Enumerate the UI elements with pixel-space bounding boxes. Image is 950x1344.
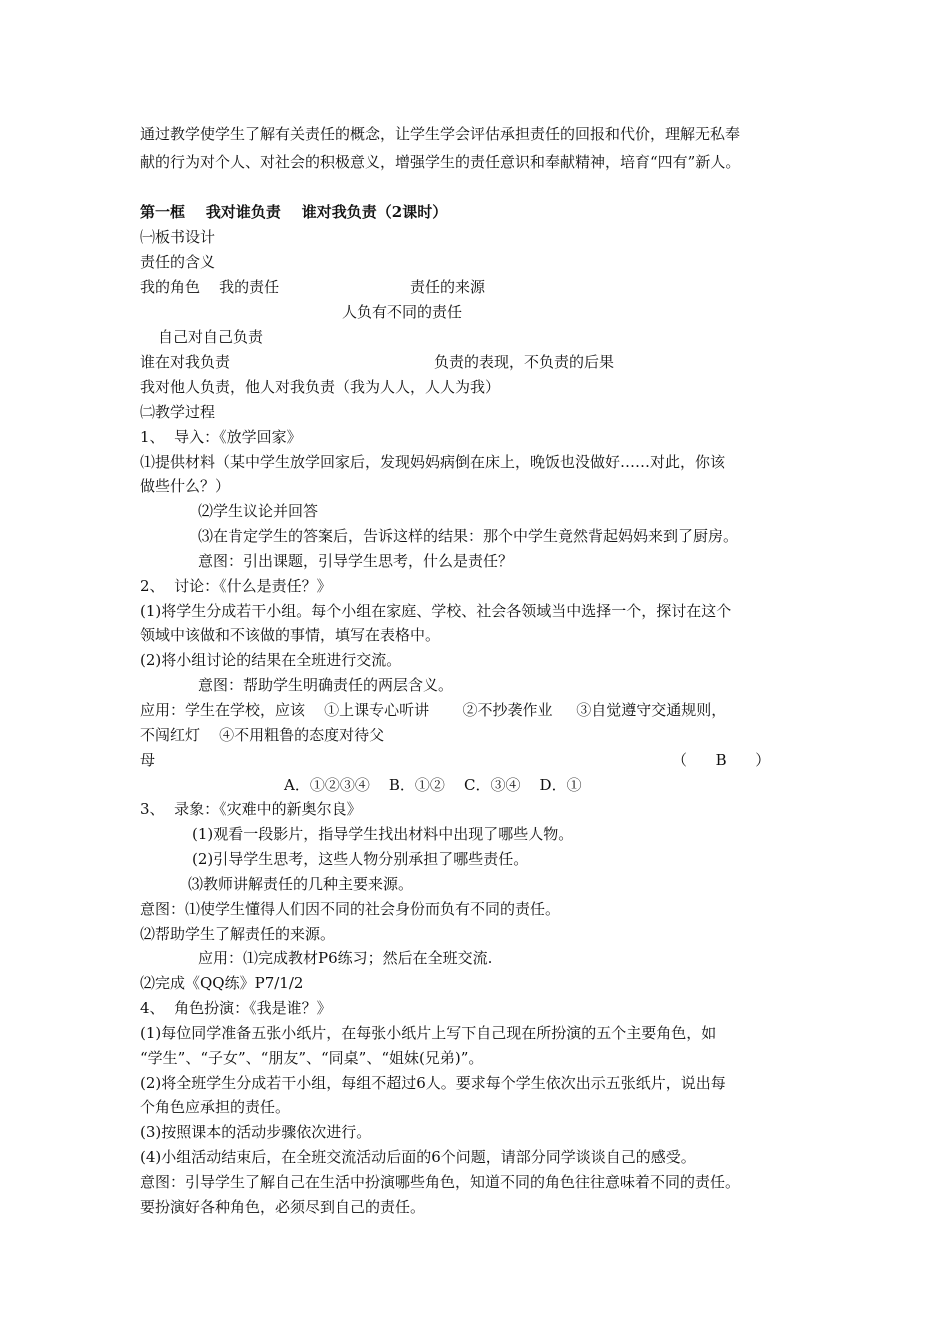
step-intent: 意图：引出课题，引导学生思考，什么是责任？ [198,552,514,570]
step-intent: 意图：⑴使学生懂得人们因不同的社会身份而负有不同的责任。 [140,900,561,918]
step-text: “学生”、“子女”、“朋友”、“同桌”、“姐妹(兄弟)”。 [140,1049,484,1067]
board-line: 谁在对我负责 [140,353,231,371]
step-text: (2)引导学生思考，这些人物分别承担了哪些责任。 [192,850,529,868]
board-heading: ㈠板书设计 [140,228,216,246]
step-text: (1)每位同学准备五张小纸片，在每张小纸片上写下自己现在所扮演的五个主要角色，如 [140,1024,717,1042]
step-intent: ⑵帮助学生了解责任的来源。 [140,925,336,943]
application-text: 应用：学生在学校，应该 ①上课专心听讲 ②不抄袭作业 ③自觉遵守交通规则， [140,701,727,719]
step-text: (2)将小组讨论的结果在全班进行交流。 [140,651,402,669]
application-text: 不闯红灯 ④不用粗鲁的态度对待父 [140,726,385,744]
step-intent: 意图：帮助学生明确责任的两层含义。 [198,676,454,694]
step-text: (1)观看一段影片，指导学生找出材料中出现了哪些人物。 [192,825,574,843]
section-title: 第一框 我对谁负责 谁对我负责（2课时） [140,203,448,221]
step-text: (2)将全班学生分成若干小组，每组不超过6人。要求每个学生依次出示五张纸片，说出每 [140,1074,726,1092]
intro-line-1: 通过教学使学生了解有关责任的概念，让学生学会评估承担责任的回报和代价，理解无私奉 [140,125,741,143]
process-heading: ㈡教学过程 [140,403,216,421]
board-line: 责任的含义 [140,253,216,271]
step-text: 领域中该做和不该做的事情，填写在表格中。 [140,626,441,644]
step-text: 个角色应承担的责任。 [140,1098,291,1116]
step-title: 2、 讨论：《什么是责任？》 [140,577,332,595]
step-intent: 要扮演好各种角色，必须尽到自己的责任。 [140,1198,426,1216]
answer-bracket: （ B ） [672,751,771,769]
step-text: ⑶教师讲解责任的几种主要来源。 [188,875,414,893]
application-text: 应用：⑴完成教材P6练习；然后在全班交流. [198,949,493,967]
intro-line-2: 献的行为对个人、对社会的积极意义，增强学生的责任意识和奉献精神，培育“四有”新人。 [140,153,741,171]
board-line: 人负有不同的责任 [342,303,463,321]
answer-options: A．①②③④ B．①② C．③④ D．① [284,776,582,794]
step-title: 3、 录象：《灾难中的新奥尔良》 [140,800,362,818]
step-intent: 意图：引导学生了解自己在生活中扮演哪些角色，知道不同的角色往往意味着不同的责任。 [140,1173,741,1191]
step-text: ⑶在肯定学生的答案后，告诉这样的结果：那个中学生竟然背起妈妈来到了厨房。 [198,527,739,545]
board-line: 我对他人负责，他人对我负责（我为人人，人人为我） [140,378,501,396]
application-text: ⑵完成《QQ练》P7/1/2 [140,974,304,992]
step-title: 1、 导入：《放学回家》 [140,428,302,446]
board-line: 我的角色 我的责任 [140,278,280,296]
board-line: 责任的来源 [410,278,486,296]
step-text: ⑴提供材料（某中学生放学回家后，发现妈妈病倒在床上，晚饭也没做好……对此，你该 [140,453,726,471]
step-text: (1)将学生分成若干小组。每个小组在家庭、学校、社会各领域当中选择一个，探讨在这个 [140,602,732,620]
step-text: (4)小组活动结束后，在全班交流活动后面的6个问题，请部分同学谈谈自己的感受。 [140,1148,696,1166]
board-line: 负责的表现，不负责的后果 [434,353,615,371]
step-text: (3)按照课本的活动步骤依次进行。 [140,1123,372,1141]
step-text: ⑵学生议论并回答 [198,502,319,520]
step-text: 做些什么？） [140,477,231,495]
board-line: 自己对自己负责 [158,328,264,346]
application-text: 母 [140,751,156,769]
step-title: 4、 角色扮演：《我是谁？》 [140,999,332,1017]
